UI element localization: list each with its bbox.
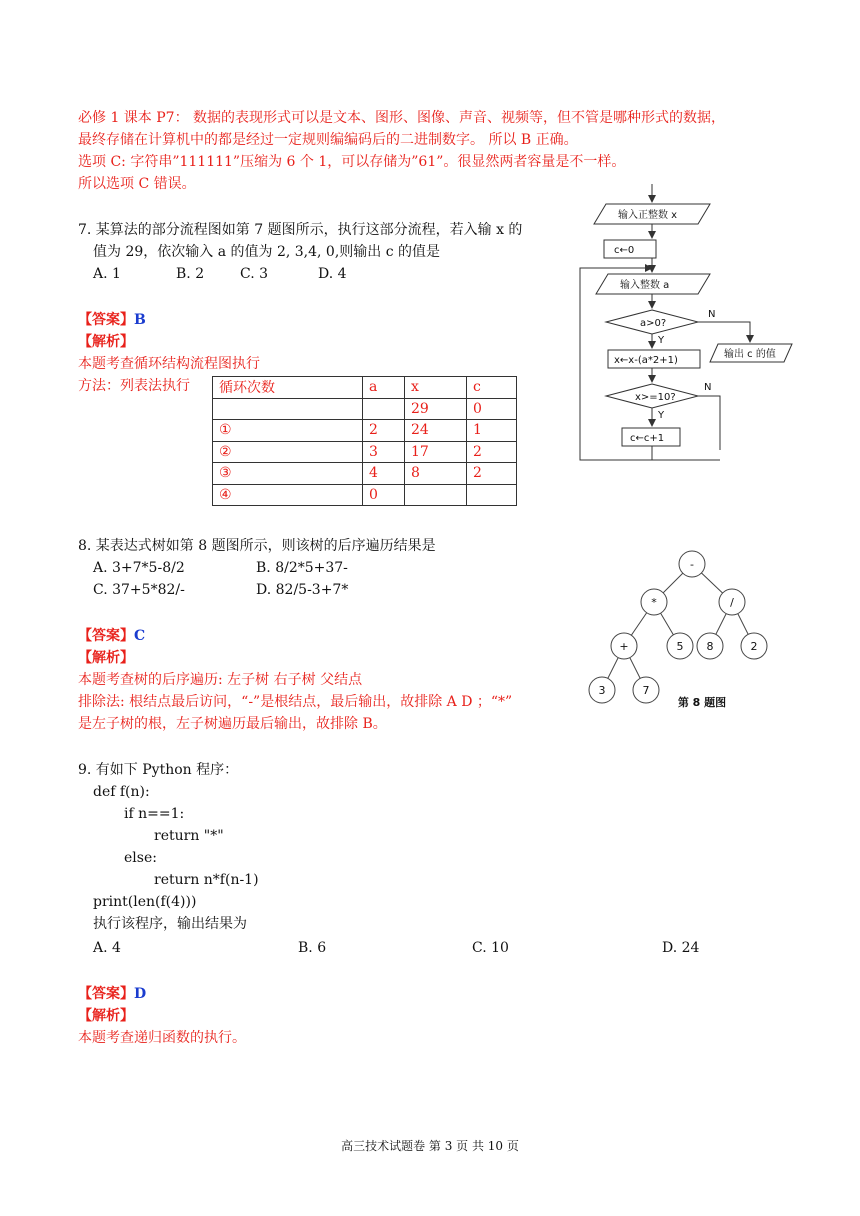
table-cell (405, 484, 467, 506)
intro-line-2: 最终存储在计算机中的都是经过一定规则编编码后的二进制数字。 所以 B 正确。 (78, 132, 578, 148)
tree-label-div: / (730, 596, 734, 609)
q8-expression-tree (584, 546, 784, 714)
table-row (213, 441, 517, 463)
flow-inc-c-text: c←c+1 (630, 433, 665, 444)
q7-answer (78, 310, 146, 330)
q7-analysis-label: 【解析】 (78, 334, 134, 350)
page-footer: 高三技术试题卷 第 3 页 共 10 页 (341, 1139, 519, 1153)
q8-option-b: B. 8/2*5+37- (256, 560, 348, 576)
q8-option-c: C. 37+5*82/- (93, 582, 185, 598)
q9-analysis-1: 本题考查递归函数的执行。 (78, 1030, 246, 1046)
q7-analysis-2: 方法：列表法执行 (78, 378, 190, 394)
table-cell: 17 (405, 441, 467, 463)
q8-answer-label: 【答案】 (78, 628, 134, 644)
table-row (213, 484, 517, 506)
tree-label-8: 8 (706, 640, 714, 653)
tree-label-mul: * (651, 596, 657, 609)
code-line: def f(n): (93, 784, 150, 800)
q9-answer (78, 984, 146, 1004)
flow-output-text: 输出 c 的值 (724, 349, 776, 360)
table-cell: ③ (213, 463, 363, 485)
tree-label-3: 3 (598, 684, 606, 697)
flow-cond2-yes: Y (658, 410, 665, 421)
q8-analysis-label: 【解析】 (78, 650, 134, 666)
q7-option-a: A. 1 (93, 266, 121, 282)
q8-stem: 8. 某表达式树如第 8 题图所示，则该树的后序遍历结果是 (78, 538, 436, 554)
table-header-cell: x (405, 377, 467, 399)
q7-stem-2: 值为 29，依次输入 a 的值为 2, 3,4, 0,则输出 c 的值是 (93, 244, 441, 260)
table-cell: 2 (467, 441, 517, 463)
table-row (213, 420, 517, 442)
table-cell: 1 (467, 420, 517, 442)
table-cell: 2 (363, 420, 405, 442)
intro-line-1: 必修 1 课本 P7： 数据的表现形式可以是文本、图形、图像、声音、视频等，但不管是哪种形式的数据， (78, 110, 726, 126)
table-row (213, 463, 517, 485)
q7-flowchart (578, 182, 800, 464)
intro-line-4: 所以选项 C 错误。 (78, 176, 196, 192)
flow-update-x-text: x←x-(a*2+1) (614, 355, 678, 366)
q9-option-d: D. 24 (662, 940, 700, 956)
q9-stem: 9. 有如下 Python 程序： (78, 762, 239, 778)
code-line: else: (124, 850, 157, 866)
flow-cond1-text: a>0? (640, 318, 667, 329)
table-cell: 0 (363, 484, 405, 506)
q8-option-a: A. 3+7*5-8/2 (93, 560, 185, 576)
table-cell: ① (213, 420, 363, 442)
q8-answer (78, 626, 145, 646)
table-header-cell: a (363, 377, 405, 399)
q8-analysis-1: 本题考查树的后序遍历: 左子树 右子树 父结点 (78, 672, 363, 688)
q7-option-d: D. 4 (318, 266, 347, 282)
flow-cond1-yes: Y (658, 335, 665, 346)
q9-option-a: A. 4 (93, 940, 121, 956)
q9-analysis-label: 【解析】 (78, 1008, 134, 1024)
table-cell: 24 (405, 420, 467, 442)
table-cell (363, 398, 405, 420)
table-cell (467, 484, 517, 506)
table-header-row (213, 377, 517, 399)
tree-caption: 第 8 题图 (677, 696, 727, 709)
table-cell: 4 (363, 463, 405, 485)
q8-analysis-2: 排除法: 根结点最后访问，“-”是根结点，最后输出，故排除 A D ；“*” (78, 694, 513, 710)
tree-label-root: - (690, 558, 694, 571)
code-line: return "*" (154, 828, 224, 844)
flow-init-c-text: c←0 (614, 245, 635, 256)
tree-label-2: 2 (750, 640, 758, 653)
flow-cond2-text: x>=10? (635, 392, 676, 403)
flow-cond2-no: N (704, 382, 712, 393)
table-cell: 3 (363, 441, 405, 463)
table-header-cell: 循环次数 (213, 377, 363, 399)
q9-option-b: B. 6 (298, 940, 327, 956)
flow-input-x-text: 输入正整数 x (618, 210, 678, 221)
q7-option-c: C. 3 (240, 266, 269, 282)
code-line: if n==1: (124, 806, 185, 822)
tree-label-5: 5 (676, 640, 684, 653)
code-line: return n*f(n-1) (154, 872, 259, 888)
table-cell: ② (213, 441, 363, 463)
tree-label-7: 7 (642, 684, 650, 697)
q7-answer-value: B (134, 312, 146, 328)
table-cell: ④ (213, 484, 363, 506)
q7-answer-label: 【答案】 (78, 312, 134, 328)
tree-label-plus: + (619, 640, 629, 653)
q9-answer-value: D (134, 986, 147, 1002)
code-line: print(len(f(4))) (93, 894, 197, 910)
table-cell (213, 398, 363, 420)
q7-option-b: B. 2 (176, 266, 205, 282)
q7-analysis-1: 本题考查循环结构流程图执行 (78, 356, 260, 372)
intro-line-3: 选项 C: 字符串”111111”压缩为 6 个 1，可以存储为”61”。很显然两者容量是不一样。 (78, 154, 626, 170)
table-cell: 8 (405, 463, 467, 485)
q9-answer-label: 【答案】 (78, 986, 134, 1002)
q9-option-c: C. 10 (472, 940, 509, 956)
q9-prompt: 执行该程序，输出结果为 (93, 916, 247, 932)
table-cell: 2 (467, 463, 517, 485)
q8-analysis-3: 是左子树的根，左子树遍历最后输出，故排除 B。 (78, 716, 387, 732)
table-header-cell: c (467, 377, 517, 399)
table-row (213, 398, 517, 420)
flow-input-a-text: 输入整数 a (620, 280, 670, 291)
loop-table (212, 376, 517, 506)
flow-cond1-no: N (708, 309, 716, 320)
q8-option-d: D. 82/5-3+7* (256, 582, 349, 598)
table-cell: 29 (405, 398, 467, 420)
q8-answer-value: C (134, 628, 146, 644)
table-cell: 0 (467, 398, 517, 420)
q7-stem-1: 7. 某算法的部分流程图如第 7 题图所示，执行这部分流程，若入输 x 的 (78, 222, 523, 238)
